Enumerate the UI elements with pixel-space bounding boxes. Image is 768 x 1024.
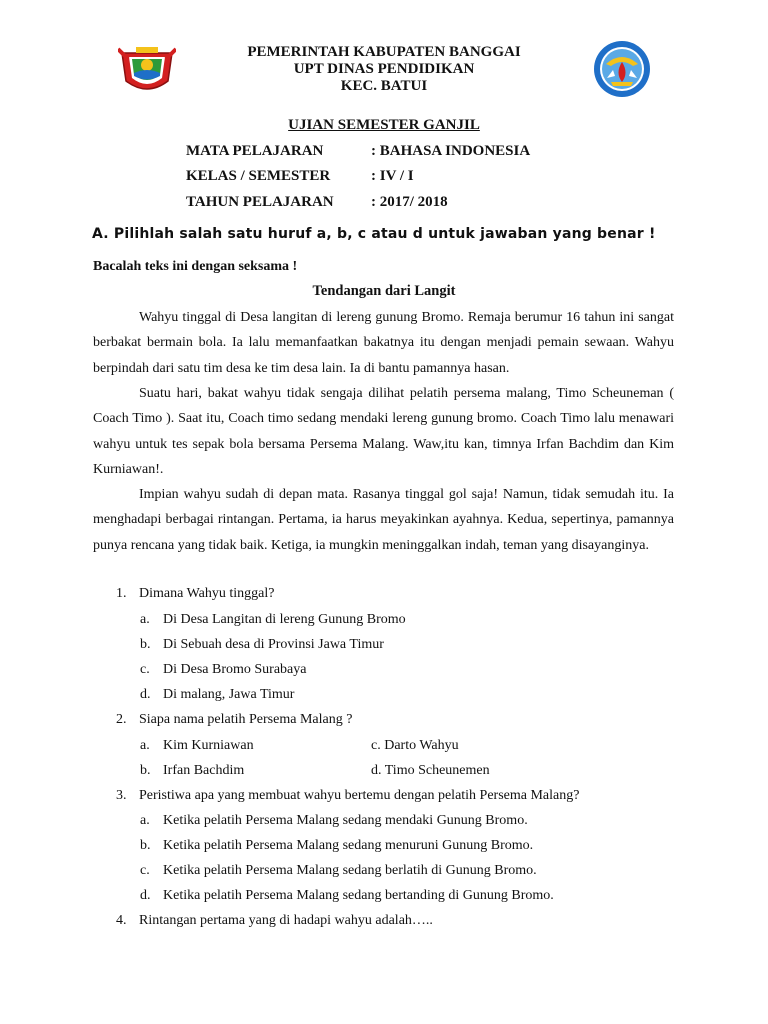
option-text: Timo Scheunemen <box>384 763 490 778</box>
option-letter: c. <box>371 738 381 753</box>
story-title: Tendangan dari Langit <box>312 283 456 299</box>
story-paragraph-1: Wahyu tinggal di Desa langitan di lereng gunung Bromo. Remaja berumur 16 tahun ini sangat berbakat bermain bola. Ia lalu memanfaatkan bakatnya itu dengan menjadi pemain sewaan. Wahyu berpindah dari satu tim desa ke tim desa lain. Ia di bantu pamannya hasan. <box>93 310 674 376</box>
option-letter: b. <box>140 838 151 853</box>
option-text: Di Desa Langitan di lereng Gunung Bromo <box>163 612 406 627</box>
header-line-3: KEC. BATUI <box>340 78 428 94</box>
option-text: Ketika pelatih Persema Malang sedang mendaki Gunung Bromo. <box>163 813 528 828</box>
option-letter: d. <box>140 888 151 903</box>
option-letter: b. <box>140 763 151 778</box>
option-text: Di Desa Bromo Surabaya <box>163 662 307 677</box>
story-paragraph-2: Suatu hari, bakat wahyu tidak sengaja dilihat pelatih persema malang, Timo Scheuneman ( Coach Timo ). Saat itu, Coach timo sedang mendaki lereng gunung bromo. Coach Timo lalu menawari wahyu untuk tes sepak bola bersama Persema Malang. Waw,itu kan, timnya Irfan Bachdim dan Kim Kurniawan!. <box>93 386 674 477</box>
option-letter: a. <box>140 612 150 627</box>
option-text: Irfan Bachdim <box>163 763 245 778</box>
header-line-1: PEMERINTAH KABUPATEN BANGGAI <box>247 44 521 60</box>
option-letter: a. <box>140 738 150 753</box>
question-number: 1. <box>116 586 127 601</box>
option-letter: d. <box>371 763 382 778</box>
question-number: 2. <box>116 712 127 727</box>
option-text: Di Sebuah desa di Provinsi Jawa Timur <box>163 637 384 652</box>
meta-label: MATA PELAJARAN <box>186 143 324 159</box>
question-text: Peristiwa apa yang membuat wahyu bertemu dengan pelatih Persema Malang? <box>139 788 580 803</box>
option-text: Ketika pelatih Persema Malang sedang menuruni Gunung Bromo. <box>163 838 534 853</box>
question-text: Rintangan pertama yang di hadapi wahyu adalah….. <box>139 913 433 928</box>
option-letter-col2 <box>371 737 459 754</box>
reading-prompt: Bacalah teks ini dengan seksama ! <box>93 259 298 274</box>
option-letter-col2 <box>371 762 490 779</box>
question-text: Siapa nama pelatih Persema Malang ? <box>139 712 353 727</box>
meta-label: KELAS / SEMESTER <box>186 168 331 184</box>
option-text: Ketika pelatih Persema Malang sedang berlatih di Gunung Bromo. <box>163 863 537 878</box>
option-text: Kim Kurniawan <box>163 738 254 753</box>
option-letter: c. <box>140 863 150 878</box>
option-letter: a. <box>140 813 150 828</box>
header-line-2: UPT DINAS PENDIDIKAN <box>293 61 475 77</box>
option-text: Ketika pelatih Persema Malang sedang bertanding di Gunung Bromo. <box>163 888 554 903</box>
meta-value: : BAHASA INDONESIA <box>371 143 531 159</box>
story-paragraph-3: Impian wahyu sudah di depan mata. Rasanya tinggal gol saja! Namun, tidak semudah itu. Ia menghadapi berbagai rintangan. Pertama, ia harus meyakinkan ayahnya. Kedua, sepertinya, pamannya punya rencana yang tidak baik. Ketiga, ia mungkin meninggalkan indah, teman yang disayanginya. <box>93 487 674 553</box>
option-text: Di malang, Jawa Timur <box>163 687 295 702</box>
exam-title: UJIAN SEMESTER GANJIL <box>288 117 480 133</box>
option-letter: c. <box>140 662 150 677</box>
question-text: Dimana Wahyu tinggal? <box>139 586 275 601</box>
meta-value: : 2017/ 2018 <box>371 194 448 210</box>
option-text: Darto Wahyu <box>384 738 459 753</box>
question-number: 3. <box>116 788 127 803</box>
question-number: 4. <box>116 913 127 928</box>
section-instruction: A. Pilihlah salah satu huruf a, b, c atau d untuk jawaban yang benar ! <box>92 226 656 242</box>
meta-value: : IV / I <box>371 168 414 184</box>
option-letter: b. <box>140 637 151 652</box>
option-letter: d. <box>140 687 151 702</box>
meta-label: TAHUN PELAJARAN <box>186 194 334 210</box>
